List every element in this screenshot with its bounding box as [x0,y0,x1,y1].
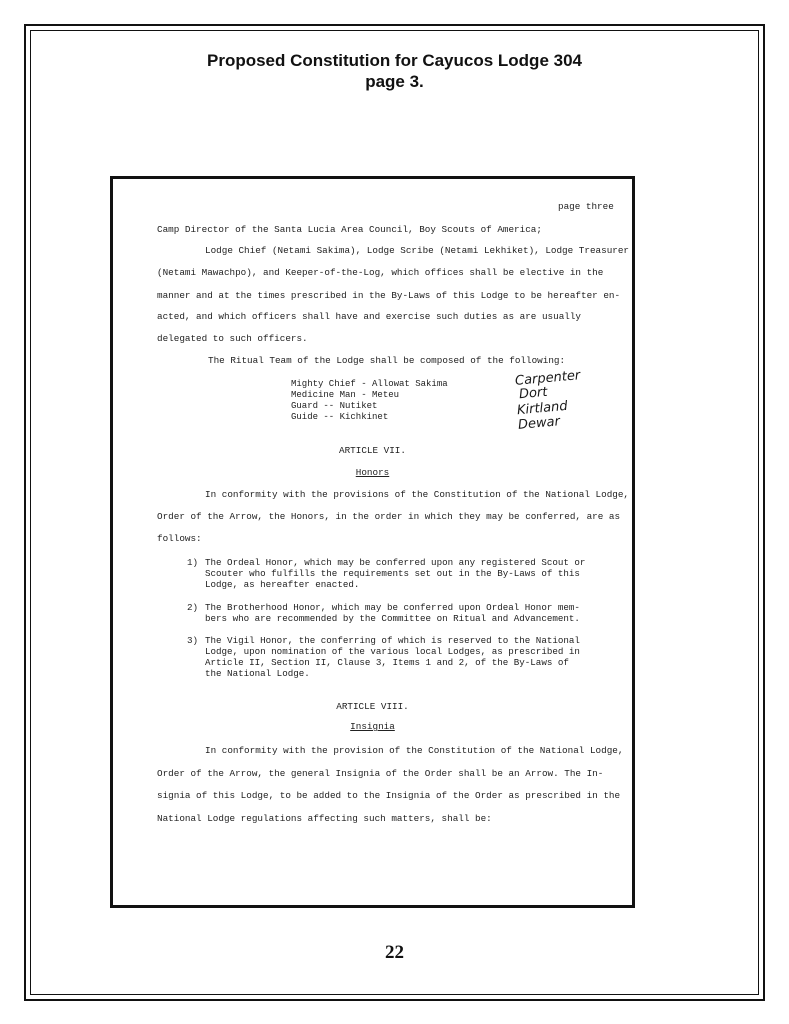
article-subheading: Honors [355,467,390,478]
scanned-document [110,176,635,908]
ritual-intro: The Ritual Team of the Lodge shall be composed of the following: [208,355,566,366]
paragraph-line: Camp Director of the Santa Lucia Area Council, Boy Scouts of America; [157,224,542,235]
handwritten-name: Kirtland [516,398,569,419]
paragraph-line: In conformity with the provision of the Constitution of the National Lodge, [205,745,624,756]
paragraph-line: Order of the Arrow, the general Insignia of the Order shall be an Arrow. The In- [157,768,604,779]
page-reference: page three [558,201,614,212]
list-item-line: The Ordeal Honor, which may be conferred upon any registered Scout or [205,557,586,568]
page-title: Proposed Constitution for Cayucos Lodge 304 [207,51,582,70]
ritual-member: Guide -- Kichkinet [291,412,389,422]
list-number: 1) [187,557,199,568]
paragraph-line: signia of this Lodge, to be added to the Insignia of the Order as prescribed in the [157,790,621,801]
article-heading: ARTICLE VII. [339,445,406,456]
paragraph-line: acted, and which officers shall have and exercise such duties as are usually [157,311,582,322]
ritual-member: Guard -- Nutiket [291,401,378,411]
list-item-line: The Vigil Honor, the conferring of which is reserved to the National [205,635,580,646]
list-item-line: Scouter who fulfills the requirements set out in the By-Laws of this [205,568,580,579]
paragraph-line: follows: [157,533,202,544]
page-header [0,50,789,92]
list-item-line: Lodge, as hereafter enacted. [205,579,360,590]
list-item-line: the National Lodge. [205,668,310,679]
handwritten-name: Carpenter [514,368,581,389]
page-subtitle: page 3. [365,72,424,91]
list-number: 2) [187,602,199,613]
ritual-member: Medicine Man - Meteu [291,390,400,400]
list-item-line: Lodge, upon nomination of the various local Lodges, as prescribed in [205,646,580,657]
article-heading: ARTICLE VIII. [336,701,409,712]
handwritten-name: Dewar [517,414,561,433]
list-number: 3) [187,635,199,646]
list-item-line: Article II, Section II, Clause 3, Items 1 and 2, of the By-Laws of [205,657,569,668]
ritual-member: Mighty Chief - Allowat Sakima [291,379,448,389]
list-item-line: The Brotherhood Honor, which may be conferred upon Ordeal Honor mem- [205,602,580,613]
paragraph-line: delegated to such officers. [157,333,308,344]
paragraph-line: (Netami Mawachpo), and Keeper-of-the-Log, which offices shall be elective in the [157,267,604,278]
paragraph-line: manner and at the times prescribed in the By-Laws of this Lodge to be hereafter en- [157,290,621,301]
paragraph-line: In conformity with the provisions of the Constitution of the National Lodge, [205,489,630,500]
handwritten-name: Dort [518,384,549,403]
paragraph-line: National Lodge regulations affecting such matters, shall be: [157,813,492,824]
paragraph-line: Order of the Arrow, the Honors, in the order in which they may be conferred, are as [157,511,621,522]
paragraph-line: Lodge Chief (Netami Sakima), Lodge Scribe (Netami Lekhiket), Lodge Treasurer [205,245,630,256]
article-subheading: Insignia [350,721,395,732]
list-item-line: bers who are recommended by the Committee on Ritual and Advancement. [205,613,580,624]
page-number: 22 [385,942,404,963]
